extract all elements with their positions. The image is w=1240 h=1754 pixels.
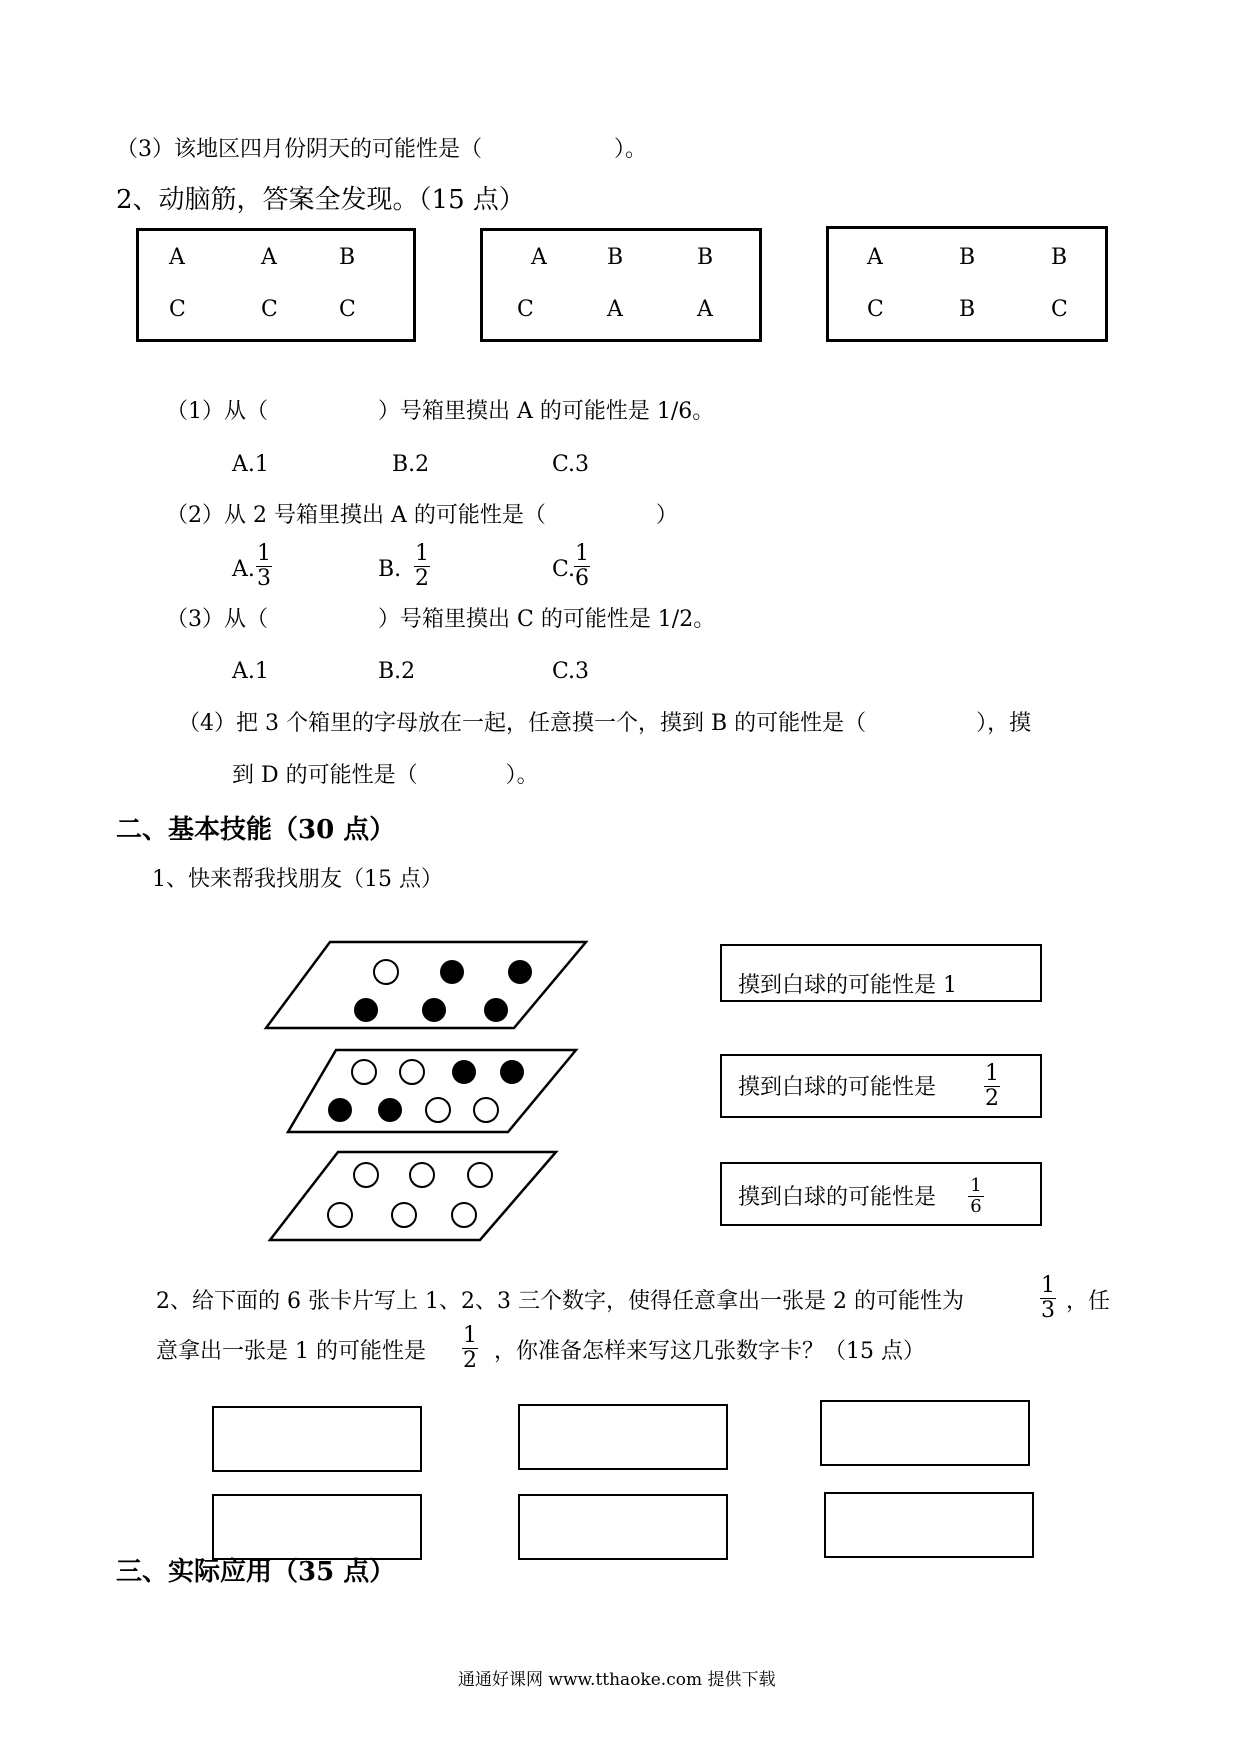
black-ball (440, 960, 464, 984)
letter-box-2 (480, 228, 762, 342)
white-ball (328, 1203, 352, 1227)
letter: A (261, 245, 277, 270)
sub-question-4: （4）把 3 个箱里的字母放在一起，任意摸一个，摸到 B 的可能性是（ ），摸 (178, 711, 1032, 736)
q2-title: 2、动脑筋，答案全发现。（15 点） (116, 185, 525, 215)
black-ball (378, 1098, 402, 1122)
letter: B (697, 245, 714, 270)
letter: C (169, 297, 186, 322)
white-ball (410, 1163, 434, 1187)
letter: B (339, 245, 356, 270)
option: C.3 (552, 659, 590, 684)
option: B.2 (378, 659, 416, 684)
black-ball (354, 998, 378, 1022)
black-ball (422, 998, 446, 1022)
option: A.1 (232, 659, 269, 684)
q1-item3: （3）该地区四月份阴天的可能性是（ ）。 (116, 137, 647, 162)
black-ball (484, 998, 508, 1022)
letter: B (959, 245, 976, 270)
white-ball (352, 1060, 376, 1084)
fraction: 1 6 (968, 1176, 984, 1217)
letter: A (697, 297, 713, 322)
letter: C (517, 297, 534, 322)
section-2-q2-line1-end: ，任 (1066, 1289, 1111, 1314)
section-2-q2-line1: 2、给下面的 6 张卡片写上 1、2、3 三个数字，使得任意拿出一张是 2 的可能性为 (156, 1289, 964, 1314)
letter: B (1051, 245, 1068, 270)
blank-card-4[interactable] (212, 1494, 422, 1560)
sub-question-4-cont: 到 D 的可能性是（ ）。 (232, 763, 539, 788)
letter: B (607, 245, 624, 270)
sub-question-2: （2）从 2 号箱里摸出 A 的可能性是（ ） (166, 503, 678, 528)
option: A.1 (232, 452, 269, 477)
letter: A (867, 245, 883, 270)
probability-text: 摸到白球的可能性是 (738, 1185, 937, 1210)
sub-question-1: （1）从（ ）号箱里摸出 A 的可能性是 1/6。 (166, 399, 715, 424)
blank-card-3[interactable] (820, 1400, 1030, 1466)
option-prefix: A. (232, 557, 255, 582)
blank-card-1[interactable] (212, 1406, 422, 1472)
black-ball (328, 1098, 352, 1122)
section-2-q2-line2: 意拿出一张是 1 的可能性是 (156, 1339, 426, 1364)
white-ball (374, 960, 398, 984)
letter: A (169, 245, 185, 270)
section-3-heading: 三、实际应用（35 点） (116, 1557, 396, 1587)
footer: 通通好课网 www.tthaoke.com 提供下载 (458, 1670, 776, 1690)
letter: B (959, 297, 976, 322)
white-ball (354, 1163, 378, 1187)
probability-box-2 (720, 1054, 1042, 1118)
white-ball (426, 1098, 450, 1122)
letter-box-1 (136, 228, 416, 342)
fraction: 1 2 (463, 1323, 477, 1373)
plate-1 (266, 942, 586, 1028)
black-ball (452, 1060, 476, 1084)
black-ball (500, 1060, 524, 1084)
probability-box-3 (720, 1162, 1042, 1226)
section-2-q1: 1、快来帮我找朋友（15 点） (152, 867, 443, 892)
fraction: 1 2 (415, 541, 429, 591)
plate-2 (288, 1050, 576, 1132)
white-ball (468, 1163, 492, 1187)
black-ball (508, 960, 532, 984)
letter: C (261, 297, 278, 322)
white-ball (392, 1203, 416, 1227)
probability-text: 摸到白球的可能性是 1 (738, 973, 957, 998)
option-prefix: C. (552, 557, 576, 582)
letter: C (1051, 297, 1068, 322)
blank-card-5[interactable] (518, 1494, 728, 1560)
letter: A (531, 245, 547, 270)
white-ball (452, 1203, 476, 1227)
section-2-heading: 二、基本技能（30 点） (116, 815, 396, 845)
blank-card-6[interactable] (824, 1492, 1034, 1558)
section-2-q2-line2-end: ，你准备怎样来写这几张数字卡？（15 点） (494, 1339, 925, 1364)
blank-card-2[interactable] (518, 1404, 728, 1470)
probability-box-1 (720, 944, 1042, 1002)
letter-box-3 (826, 226, 1108, 342)
option: B.2 (392, 452, 430, 477)
fraction: 1 2 (985, 1061, 999, 1111)
fraction: 1 6 (575, 541, 589, 591)
option-prefix: B. (378, 557, 402, 582)
white-ball (400, 1060, 424, 1084)
ball-plates (260, 940, 600, 1250)
fraction: 1 3 (257, 541, 271, 591)
letter: C (867, 297, 884, 322)
letter: A (607, 297, 623, 322)
probability-text: 摸到白球的可能性是 (738, 1075, 937, 1100)
option: C.3 (552, 452, 590, 477)
plate-3 (270, 1152, 556, 1240)
white-ball (474, 1098, 498, 1122)
sub-question-3: （3）从（ ）号箱里摸出 C 的可能性是 1/2。 (166, 607, 716, 632)
letter: C (339, 297, 356, 322)
fraction: 1 3 (1041, 1273, 1055, 1323)
